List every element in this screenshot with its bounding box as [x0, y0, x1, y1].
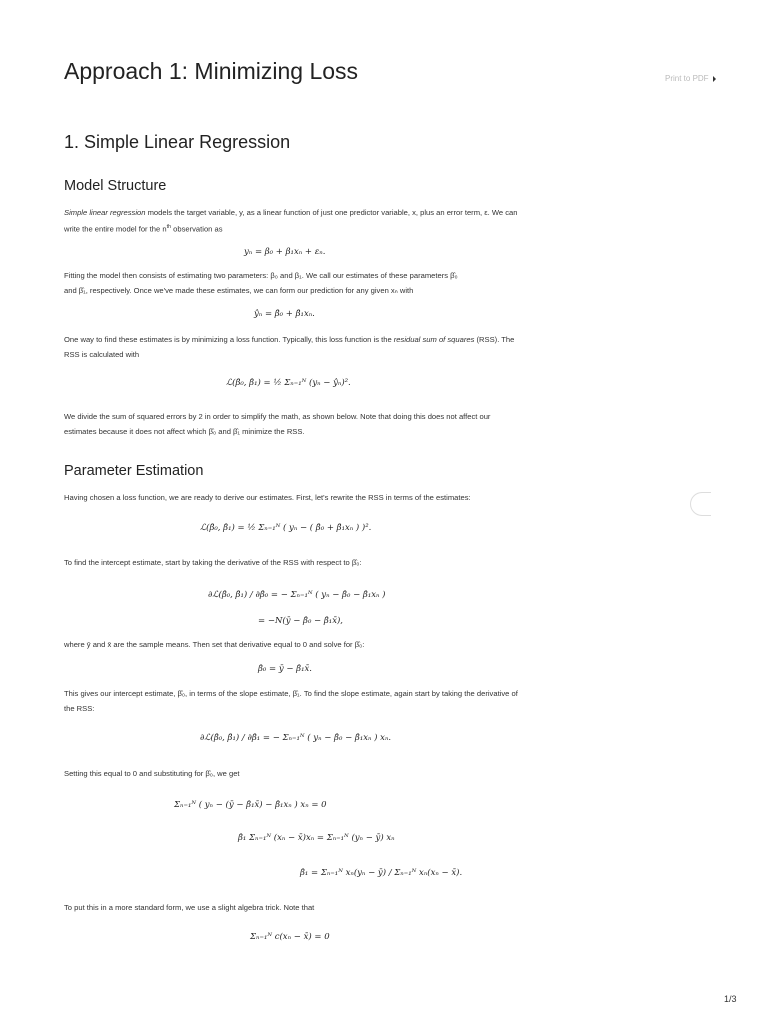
equation-rss-estimates: ℒ(β̂₀, β̂₁) = ½ Σₙ₌₁ᴺ ( yₙ − ( β̂₀ + β̂₁xₙ ) )².: [200, 523, 372, 533]
parameter-estimation-paragraph-4: This gives our intercept estimate, β̂₀, in terms of the slope estimate, β̂₁. To find the slope estimate, again start by taking the derivative of the RSS:: [64, 689, 518, 713]
page-title: Approach 1: Minimizing Loss: [64, 58, 359, 84]
equation-slope-estimate: β̂₁ = Σₙ₌₁ᴺ xₙ(yₙ − ȳ) / Σₙ₌₁ᴺ xₙ(xₙ − x̄).: [300, 868, 463, 878]
model-structure-paragraph-4: We divide the sum of squared errors by 2 in order to simplify the math, as shown below. Note that doing this does not affect our estimates because it does not affect which β̂₀ and β̂₁ minimize the RSS.: [64, 412, 491, 436]
p3-end: (RSS). The RSS is calculated with: [64, 335, 515, 359]
model-structure-paragraph-3: [64, 332, 524, 362]
section-title: 1. Simple Linear Regression: [64, 132, 291, 152]
equation-derivative-slope: ∂ℒ(β̂₀, β̂₁) / ∂β̂₁ = − Σₙ₌₁ᴺ ( yₙ − β̂₀ − β̂₁xₙ ) xₙ.: [200, 733, 392, 743]
equation-substitution-line-2: β̂₁ Σₙ₌₁ᴺ (xₙ − x̄)xₙ = Σₙ₌₁ᴺ (yₙ − ȳ) xₙ: [238, 833, 395, 843]
equation-rss: ℒ(β̂₀, β̂₁) = ½ Σₙ₌₁ᴺ (yₙ − ŷₙ)².: [226, 378, 351, 388]
italic-term: residual sum of squares: [393, 335, 475, 344]
model-structure-paragraph-1: [64, 205, 524, 237]
print-to-pdf-label: Print to PDF: [665, 74, 709, 83]
play-arrow-icon: [713, 76, 716, 82]
model-structure-paragraph-2: [64, 268, 524, 298]
italic-term: Simple linear regression: [64, 208, 146, 217]
equation-intercept-estimate: β̂₀ = ȳ − β̂₁x̄.: [258, 664, 312, 674]
equation-prediction: ŷₙ = β̂₀ + β̂₁xₙ.: [254, 309, 315, 319]
p3-start: One way to find these estimates is by minimizing a loss function. Typically, this loss function is the: [64, 335, 394, 344]
p2-line-1: Fitting the model then consists of estimating two parameters: β₀ and β₁. We call our estimates of these parameters β̂₀: [64, 271, 458, 280]
parameter-estimation-heading: Parameter Estimation: [64, 463, 204, 479]
parameter-estimation-paragraph-6: To put this in a more standard form, we use a slight algebra trick. Note that: [64, 903, 315, 912]
parameter-estimation-paragraph-1: Having chosen a loss function, we are ready to derive our estimates. First, let's rewrite the RSS in terms of the estimates:: [64, 493, 471, 502]
superscript: th: [166, 224, 172, 230]
parameter-estimation-paragraph-2: To find the intercept estimate, start by taking the derivative of the RSS with respect to β̂₀:: [64, 558, 362, 567]
p1-end: observation as: [171, 224, 223, 234]
page-counter: 1/3: [724, 994, 737, 1004]
equation-derivative-intercept-line-2: = −N(ȳ − β̂₀ − β̂₁x̄),: [258, 616, 344, 626]
side-panel-handle[interactable]: [690, 492, 711, 516]
parameter-estimation-paragraph-5: Setting this equal to 0 and substituting for β̂₀, we get: [64, 769, 240, 778]
model-structure-heading: Model Structure: [64, 178, 167, 194]
equation-substitution-line-1: Σₙ₌₁ᴺ ( yₙ − (ȳ − β̂₁x̄) − β̂₁xₙ ) xₙ = 0: [174, 800, 327, 810]
equation-model: yₙ = β₀ + β₁xₙ + εₙ.: [244, 247, 326, 257]
parameter-estimation-paragraph-3: where ȳ and x̄ are the sample means. Then set that derivative equal to 0 and solve for β̂₀:: [64, 640, 365, 649]
p1-rest: models the target variable, y, as a linear function of just one predictor variable, x, plus an error term, ε. We can write the entire model for the n: [64, 208, 518, 234]
print-to-pdf-link[interactable]: [665, 74, 716, 83]
p2-line-2: and β̂₁, respectively. Once we've made these estimates, we can form our prediction for any given xₙ with: [64, 286, 414, 295]
equation-algebra-trick: Σₙ₌₁ᴺ c(xₙ − x̄) = 0: [250, 932, 330, 942]
equation-derivative-intercept: ∂ℒ(β̂₀, β̂₁) / ∂β̂₀ = − Σₙ₌₁ᴺ ( yₙ − β̂₀ − β̂₁xₙ ): [208, 590, 386, 600]
